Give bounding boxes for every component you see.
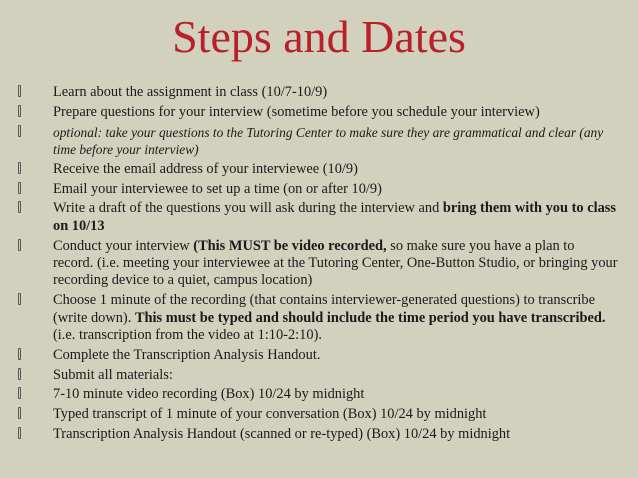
bullet-text: [53, 238, 618, 290]
bullet-text-bold: bring them with you to class on 10/13: [53, 200, 616, 234]
bullet-text-run: Conduct your interview: [53, 237, 194, 254]
bullet-marker-icon: [18, 161, 53, 178]
bullet-item: [18, 124, 618, 159]
bullet-text: [53, 124, 618, 159]
bullet-text: [53, 292, 618, 344]
bullet-item: [18, 181, 618, 198]
bullet-text: [53, 161, 618, 178]
bullet-text-bold: This must be typed and should include the time period you have transcribed.: [134, 309, 606, 326]
bullet-text-bold: (This MUST be video recorded,: [193, 237, 387, 254]
bullet-text-run: Email your interviewee to set up a time (on or after 10/9): [53, 180, 382, 197]
bullet-item: [18, 347, 618, 364]
bullet-text-run: optional: take your questions to the Tutoring Center to make sure they are grammatical and clear (any time before your interview): [53, 124, 604, 157]
bullet-text-run: Typed transcript of 1 minute of your conversation (Box) 10/24 by midnight: [53, 406, 487, 423]
bullet-item: [18, 238, 618, 290]
bullet-marker-icon: [18, 292, 53, 309]
bullet-item: [18, 386, 618, 403]
bullet-text: [53, 386, 618, 403]
bullet-item: [18, 292, 618, 344]
bullet-text-run: (i.e. transcription from the video at 1:10-2:10).: [53, 327, 322, 344]
bullet-text: [53, 406, 618, 423]
bullet-text: [53, 367, 618, 384]
bullet-text-run: Transcription Analysis Handout (scanned or re-typed) (Box) 10/24 by midnight: [53, 426, 511, 442]
bullet-text-run: 7-10 minute video recording (Box) 10/24 by midnight: [53, 386, 365, 403]
bullet-text-run: Write a draft of the questions you will ask during the interview and: [53, 200, 443, 217]
bullet-text: [53, 426, 618, 443]
bullet-text: [53, 347, 618, 364]
bullet-item: [18, 161, 618, 178]
bullet-text-run: so make sure you have a plan to record. (i.e. meeting your interviewee at the Tutoring Center, One-Button Studio, or bringing your recording device to a quiet, campus location): [53, 237, 618, 289]
bullet-text-run: Choose 1 minute of the recording (that contains interviewer-generated questions) to transcribe (write down).: [53, 292, 595, 326]
bullet-marker-icon: [18, 347, 53, 364]
bullet-text-run: Complete the Transcription Analysis Handout.: [53, 346, 321, 363]
bullet-marker-icon: [18, 104, 53, 121]
bullet-text-run: Submit all materials:: [53, 366, 173, 383]
bullet-marker-icon: [18, 124, 53, 141]
bullet-text: [53, 200, 618, 235]
bullet-marker-icon: [18, 238, 53, 255]
bullet-item: [18, 104, 618, 121]
bullet-marker-icon: [18, 406, 53, 423]
bullet-marker-icon: [18, 426, 53, 443]
bullet-text: [53, 104, 618, 121]
bullet-marker-icon: [18, 386, 53, 403]
bullet-list: [18, 84, 618, 446]
slide-title: Steps and Dates: [172, 11, 466, 62]
bullet-text-run: Prepare questions for your interview (sometime before you schedule your interview): [53, 103, 540, 120]
bullet-text-run: Receive the email address of your interviewee (10/9): [53, 160, 358, 177]
bullet-item: [18, 367, 618, 384]
bullet-marker-icon: [18, 84, 53, 101]
bullet-item: [18, 200, 618, 235]
bullet-marker-icon: [18, 181, 53, 198]
bullet-text-run: Learn about the assignment in class (10/7-10/9): [53, 84, 328, 100]
bullet-text: [53, 181, 618, 198]
bullet-item: [18, 406, 618, 423]
bullet-marker-icon: [18, 367, 53, 384]
bullet-text: [53, 84, 618, 101]
bullet-item: [18, 84, 618, 101]
bullet-marker-icon: [18, 200, 53, 217]
bullet-item: [18, 426, 618, 443]
